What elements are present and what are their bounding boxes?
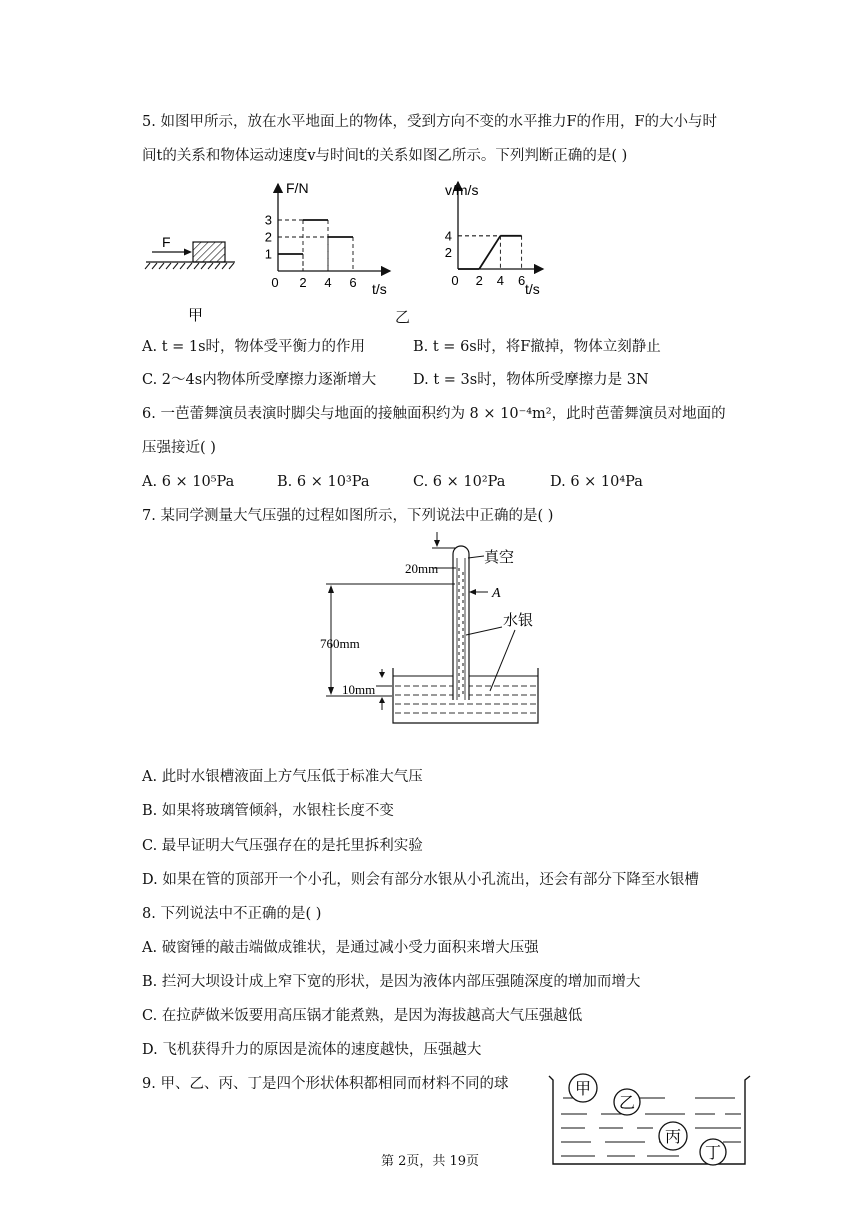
ball-yi: 乙 [618, 1093, 636, 1112]
x-tick-label: 0 [271, 275, 279, 290]
chart-force-time [264, 176, 398, 300]
q6-option-d: D. 6 × 10⁴Pa [550, 474, 643, 490]
label-760mm: 760mm [320, 636, 360, 651]
q8-option-a: A. 破窗锤的敲击端做成锥状，是通过减小受力面积来增大压强 [142, 940, 539, 956]
q7-option-b: B. 如果将玻璃管倾斜，水银柱长度不变 [142, 803, 394, 819]
q9-stem: 9. 甲、乙、丙、丁是四个形状体积都相同而材料不同的球 [142, 1076, 509, 1092]
q7-barometer-figure [300, 528, 550, 733]
x-tick-label: 6 [517, 273, 526, 288]
ball-bing: 丙 [664, 1127, 682, 1146]
q6-option-b: B. 6 × 10³Pa [277, 474, 370, 490]
q7-option-c: C. 最早证明大气压强存在的是托里拆利实验 [142, 838, 423, 854]
x-tick-label: 2 [475, 273, 483, 288]
q7-option-a: A. 此时水银槽液面上方气压低于标准大气压 [142, 769, 423, 785]
y-tick-label: 2 [264, 229, 272, 245]
q6-stem-line1: 6. 一芭蕾舞演员表演时脚尖与地面的接触面积约为 8 × 10⁻⁴m²，此时芭蕾舞演员对地面的 [142, 406, 726, 422]
q5-stem-line1: 5. 如图甲所示，放在水平地面上的物体，受到方向不变的水平推力F的作用，F的大小与时 [142, 114, 718, 130]
label-20mm: 20mm [405, 561, 439, 576]
series-segment [479, 236, 500, 269]
q5-option-d: D. t = 3s时，物体所受摩擦力是 3N [413, 372, 649, 388]
q7-option-d: D. 如果在管的顶部开一个小孔，则会有部分水银从小孔流出，还会有部分下降至水银槽 [142, 872, 699, 888]
q5-option-a: A. t = 1s时，物体受平衡力的作用 [142, 339, 366, 355]
chart-force-ylabel: F/N [286, 180, 309, 196]
x-tick-label: 0 [451, 273, 459, 288]
label-vacuum: 真空 [484, 548, 515, 566]
q5-fig-jia [140, 225, 240, 330]
fig-yi-caption: 乙 [395, 308, 411, 326]
force-label: F [162, 234, 171, 250]
q7-stem: 7. 某同学测量大气压强的过程如图所示，下列说法中正确的是( ) [142, 508, 554, 524]
q6-option-a: A. 6 × 10⁵Pa [142, 474, 235, 490]
fig-jia-caption: 甲 [188, 306, 204, 324]
x-tick-label: 4 [324, 275, 332, 290]
q8-stem: 8. 下列说法中不正确的是( ) [142, 906, 322, 922]
q8-option-c: C. 在拉萨做米饭要用高压锅才能煮熟，是因为海拔越高大气压强越低 [142, 1008, 583, 1024]
x-tick-label: 6 [349, 275, 357, 290]
ball-ding: 丁 [704, 1143, 722, 1162]
label-10mm: 10mm [342, 682, 376, 697]
y-tick-label: 1 [264, 246, 272, 262]
chart-force-xlabel: t/s [372, 281, 387, 297]
y-tick-label: 3 [264, 212, 272, 228]
label-mercury: 水银 [503, 611, 534, 629]
y-tick-label: 2 [444, 244, 452, 260]
chart-velocity-time [420, 176, 550, 300]
q8-option-b: B. 拦河大坝设计成上窄下宽的形状，是因为液体内部压强随深度的增加而增大 [142, 974, 641, 990]
q5-stem-line2: 间t的关系和物体运动速度v与时间t的关系如图乙所示。下列判断正确的是( ) [142, 148, 628, 164]
q6-stem-line2: 压强接近( ) [142, 440, 216, 456]
label-a: A [492, 586, 501, 601]
q8-option-d: D. 飞机获得升力的原因是流体的速度越快，压强越大 [142, 1042, 482, 1058]
page-footer: 第 2页，共 19页 [380, 1154, 480, 1169]
y-tick-label: 4 [444, 228, 452, 244]
q5-option-b: B. t = 6s时，将F撤掉，物体立刻静止 [413, 339, 661, 355]
ball-jia: 甲 [574, 1079, 592, 1098]
chart-velocity-xlabel: t/s [525, 281, 540, 297]
q5-option-c: C. 2～4s内物体所受摩擦力逐渐增大 [142, 372, 377, 388]
x-tick-label: 2 [299, 275, 307, 290]
x-tick-label: 4 [496, 273, 505, 288]
chart-velocity-ylabel: v/m/s [445, 182, 479, 198]
q6-option-c: C. 6 × 10²Pa [413, 474, 506, 490]
